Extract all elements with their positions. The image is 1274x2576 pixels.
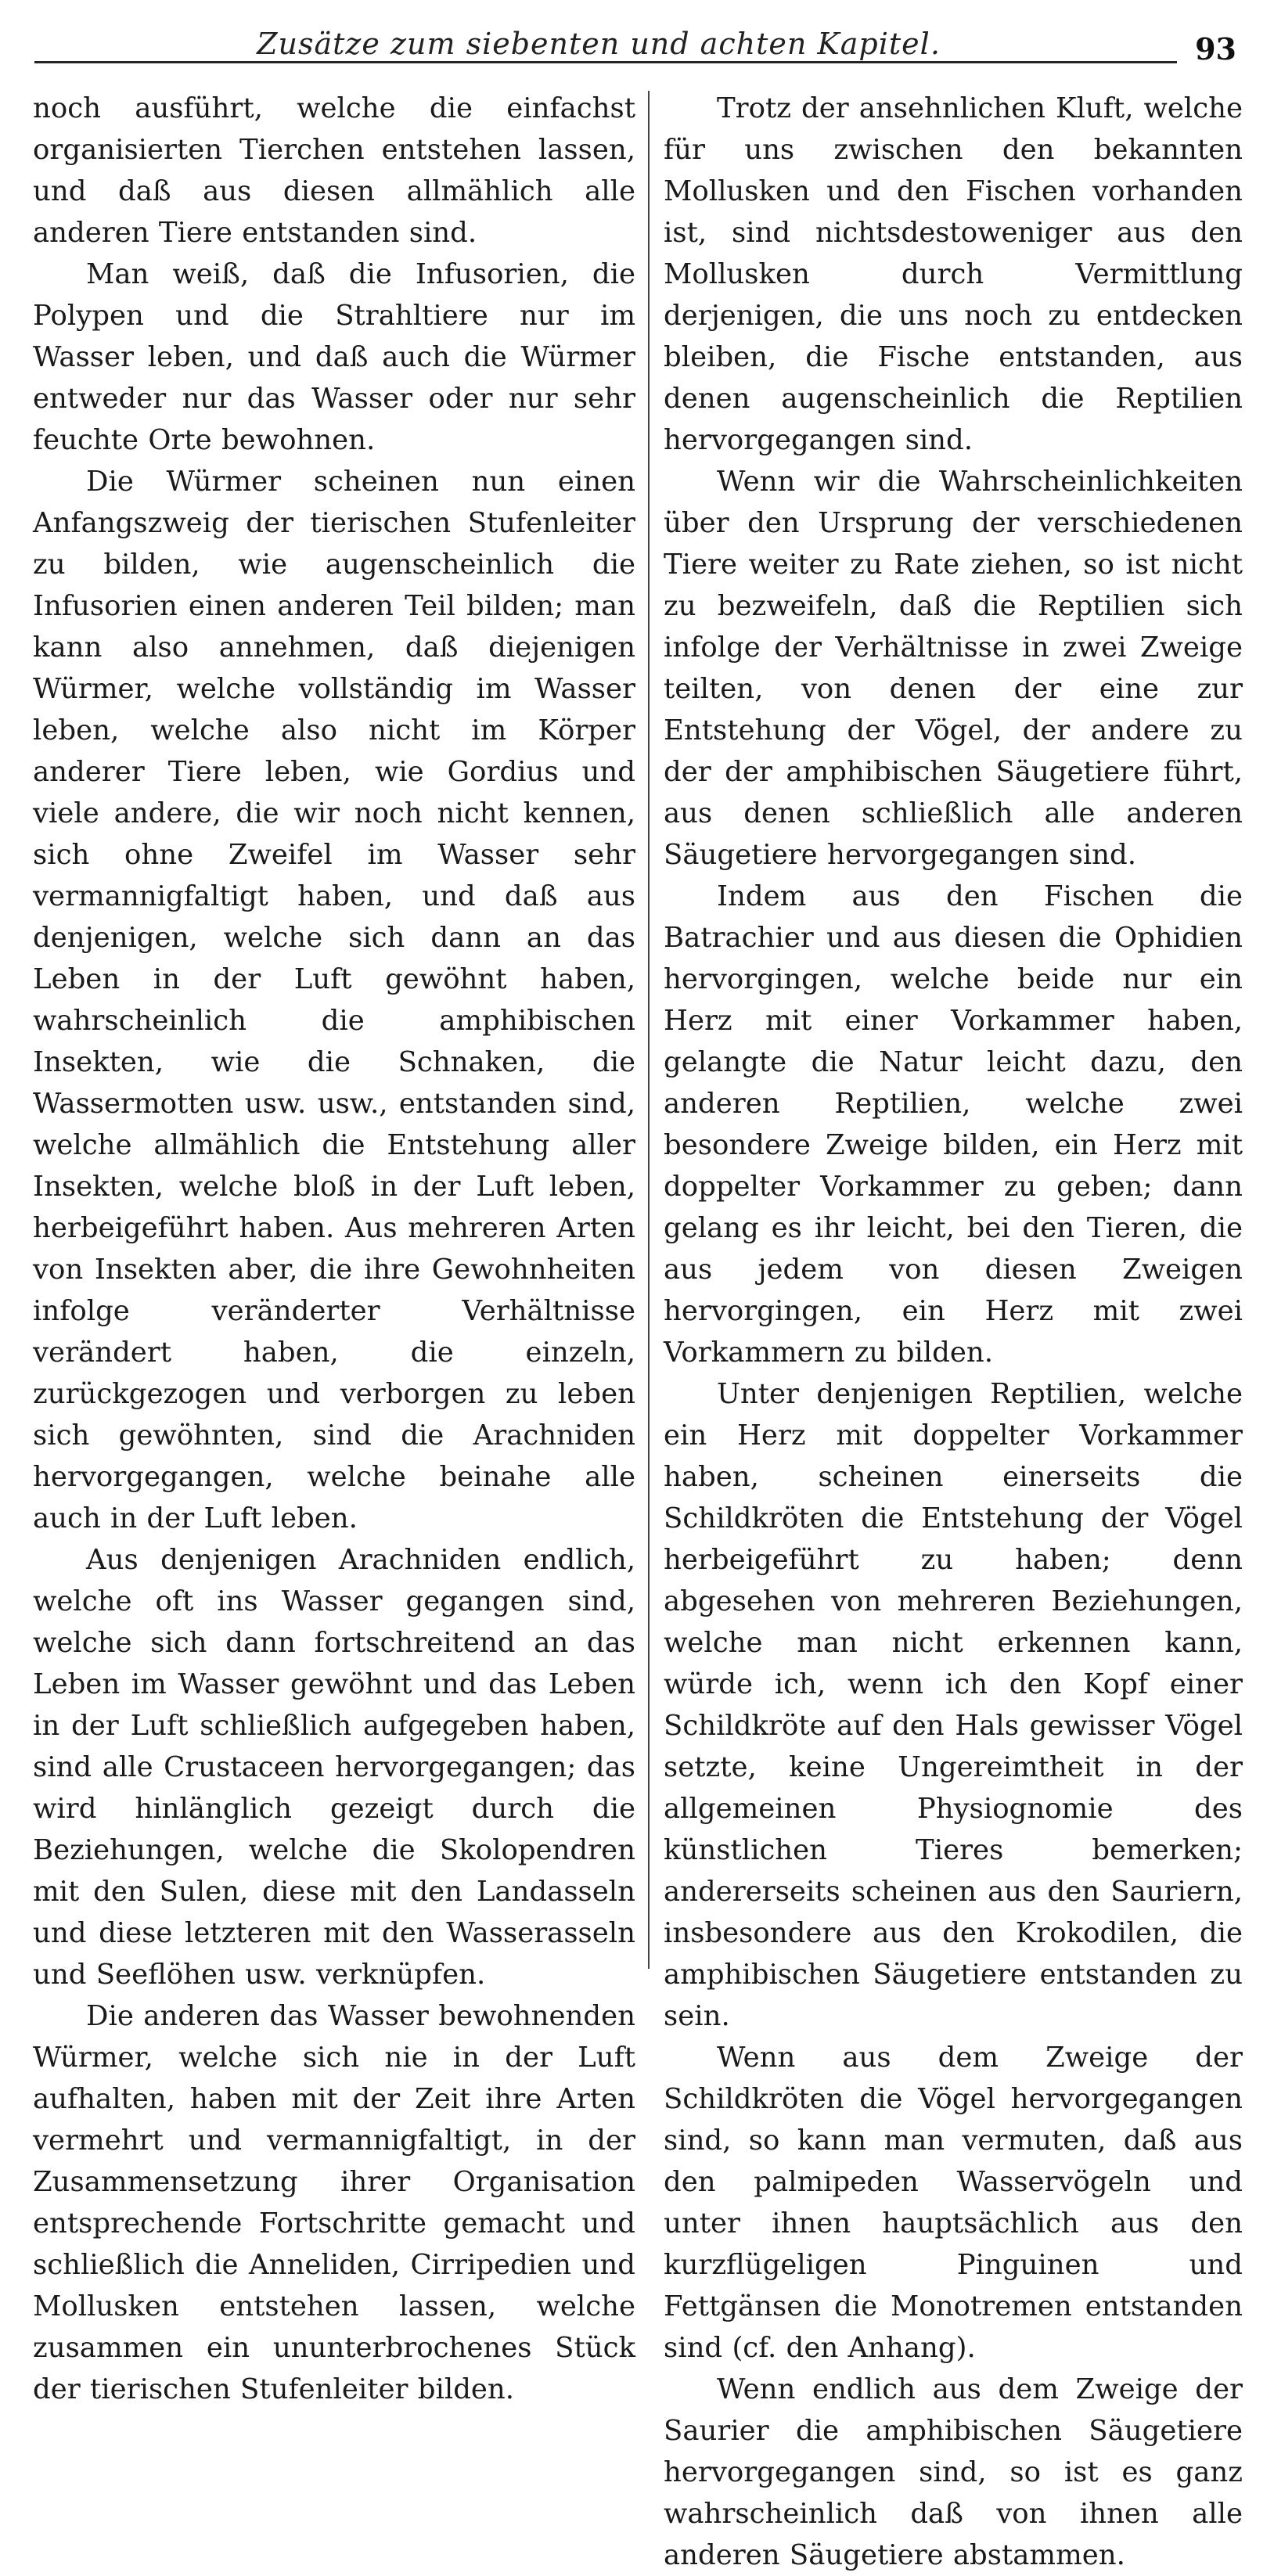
paragraph: Man weiß, daß die Infusorien, die Polypen und die Strahltiere nur im Wasser leben, und daß auch die Würmer entweder nur das Wasser oder nur sehr feuchte Orte bewohnen. — [33, 258, 635, 456]
page-number: 93 — [1195, 31, 1236, 67]
paragraph: Die anderen das Wasser bewohnenden Würmer, welche sich nie in der Luft aufhalten, haben mit der Zeit ihre Arten vermehrt und vermannigfaltigt, in der Zusammensetzung ihrer Organisation entsprechende Fortschritte gemacht und schließlich die Anneliden, Cirripedien und Mollusken entstehen lassen, welche zusammen ein ununterbrochenes Stück der tierischen Stufenleiter bilden. — [33, 2000, 635, 2405]
paragraph: noch ausführt, welche die einfachst organisierten Tierchen entstehen lassen, und daß aus diesen allmählich alle anderen Tiere entstanden sind. — [33, 92, 635, 249]
paragraph: Die Würmer scheinen nun einen Anfangszweig der tierischen Stufenleiter zu bilden, wie augenscheinlich die Infusorien einen anderen Teil bilden; man kann also annehmen, daß diejenigen Würmer, welche vollständig im Wasser leben, welche also nicht im Körper anderer Tiere leben, wie Gordius und viele andere, die wir noch nicht kennen, sich ohne Zweifel im Wasser sehr vermannigfaltigt haben, und daß aus denjenigen, welche sich dann an das Leben in der Luft gewöhnt haben, wahrscheinlich die amphibischen Insekten, wie die Schnaken, die Wassermotten usw. usw., entstanden sind, welche allmählich die Entstehung aller Insekten, welche bloß in der Luft leben, herbeigeführt haben. Aus mehreren Arten von Insekten aber, die ihre Gewohnheiten infolge veränderter Verhältnisse verändert haben, die einzeln, zurückgezogen und verborgen zu leben sich gewöhnten, sind die Arachniden hervorgegangen, welche beinahe alle auch in der Luft leben. — [33, 466, 635, 1534]
paragraph: Wenn wir die Wahrscheinlichkeiten über den Ursprung der verschiedenen Tiere weiter zu Rate ziehen, so ist nicht zu bezweifeln, daß die Reptilien sich infolge der Verhältnisse in zwei Zweige teilten, von denen der eine zur Entstehung der Vögel, der andere zu der der amphibischen Säugetiere führt, aus denen schließlich alle anderen Säugetiere hervorgegangen sind. — [664, 466, 1243, 871]
column-divider — [648, 91, 650, 1969]
running-header — [31, 23, 1236, 70]
running-title: Zusätze zum siebenten und achten Kapitel. — [257, 27, 941, 61]
paragraph: Indem aus den Fischen die Batrachier und aus diesen die Ophidien hervorgingen, welche beide nur ein Herz mit einer Vorkammer haben, gelangte die Natur leicht dazu, den anderen Reptilien, welche zwei besondere Zweige bilden, ein Herz mit doppelter Vorkammer zu geben; dann gelang es ihr leicht, bei den Tieren, die aus jedem von diesen Zweigen hervorgingen, ein Herz mit zwei Vorkammern zu bilden. — [664, 880, 1243, 1369]
header-rule — [34, 61, 1177, 63]
paragraph: Trotz der ansehnlichen Kluft, welche für uns zwischen den bekannten Mollusken und den Fischen vorhanden ist, sind nichtsdestoweniger aus den Mollusken durch Vermittlung derjenigen, die uns noch zu entdecken bleiben, die Fische entstanden, aus denen augenscheinlich die Reptilien hervorgegangen sind. — [664, 92, 1243, 456]
paragraph: Aus denjenigen Arachniden endlich, welche oft ins Wasser gegangen sind, welche sich dann fortschreitend an das Leben im Wasser gewöhnt und das Leben in der Luft schließlich aufgegeben haben, sind alle Crustaceen hervorgegangen; das wird hinlänglich gezeigt durch die Beziehungen, welche die Skolopendren mit den Sulen, diese mit den Landasseln und diese letzteren mit den Wasserasseln und Seeflöhen usw. verknüpfen. — [33, 1544, 635, 1991]
right-column — [664, 88, 1243, 2571]
paragraph: Wenn endlich aus dem Zweige der Saurier die amphibischen Säugetiere hervorgegangen sind, so ist es ganz wahrscheinlich daß von ihnen alle anderen Säugetiere abstammen. — [664, 2373, 1243, 2571]
paragraph: Unter denjenigen Reptilien, welche ein Herz mit doppelter Vorkammer haben, scheinen einerseits die Schildkröten die Entstehung der Vögel herbeigeführt zu haben; denn abgesehen von mehreren Beziehungen, welche man nicht erkennen kann, würde ich, wenn ich den Kopf einer Schildkröte auf den Hals gewisser Vögel setzte, keine Ungereimtheit in der allgemeinen Physiognomie des künstlichen Tieres bemerken; andererseits scheinen aus den Sauriern, insbesondere aus den Krokodilen, die amphibischen Säugetiere entstanden zu sein. — [664, 1378, 1243, 2032]
paragraph: Wenn aus dem Zweige der Schildkröten die Vögel hervorgegangen sind, so kann man vermuten, daß aus den palmipeden Wasservögeln und unter ihnen hauptsächlich aus den kurzflügeligen Pinguinen und Fettgänsen die Monotremen entstanden sind (cf. den Anhang). — [664, 2042, 1243, 2364]
left-column — [33, 88, 635, 2405]
